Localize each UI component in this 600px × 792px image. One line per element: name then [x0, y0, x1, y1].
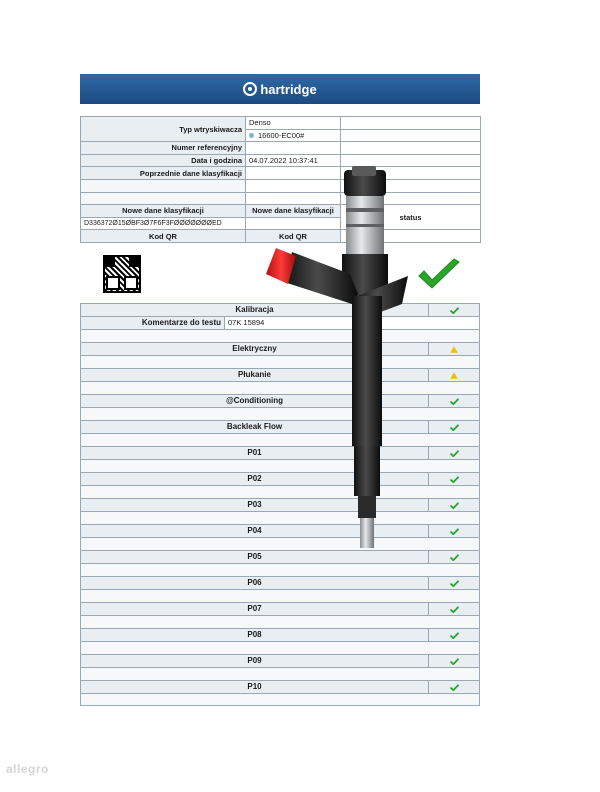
warning-icon	[450, 372, 458, 379]
spacer-row	[80, 615, 480, 628]
reference-label: Numer referencyjny	[81, 142, 246, 155]
check-icon	[450, 398, 459, 405]
spacer-row	[80, 693, 480, 706]
brand-name: hartridge	[260, 81, 317, 97]
new-class-label: Nowe dane klasyfikacji	[81, 205, 246, 218]
hartridge-banner	[80, 74, 480, 104]
test-label: P02	[81, 473, 429, 485]
check-icon	[450, 658, 459, 665]
comment-value: 07K 15894	[225, 317, 479, 329]
test-label: Backleak Flow	[81, 421, 429, 433]
test-label: P01	[81, 447, 429, 459]
test-label: P07	[81, 603, 429, 615]
test-label: P10	[81, 681, 429, 693]
class-code: D336372Ø15ØBF3Ø7F6F3FØØØØØØØED	[81, 217, 246, 230]
check-icon	[450, 606, 459, 613]
new-class-label-2: Nowe dane klasyfikacji	[246, 205, 341, 218]
calibration-label: Kalibracja	[81, 304, 429, 316]
check-icon	[450, 307, 459, 314]
reference-value: 16600-EC00#	[258, 130, 305, 140]
spacer-row	[80, 641, 480, 654]
datetime-value: 04.07.2022 10:37:41	[246, 154, 341, 167]
check-icon	[450, 528, 459, 535]
test-label: P06	[81, 577, 429, 589]
watermark: allegro	[6, 762, 49, 776]
test-row	[80, 654, 480, 667]
test-row	[80, 628, 480, 641]
reference-value-cell	[246, 129, 341, 142]
spacer-row	[80, 563, 480, 576]
spacer-row	[80, 589, 480, 602]
check-icon	[450, 554, 459, 561]
check-icon	[450, 580, 459, 587]
check-icon	[450, 450, 459, 457]
test-label: Płukanie	[81, 369, 429, 381]
check-icon	[450, 632, 459, 639]
check-icon	[450, 684, 459, 691]
test-label: P08	[81, 629, 429, 641]
status-label: status	[341, 205, 481, 230]
test-label: P05	[81, 551, 429, 563]
overall-check-icon	[416, 258, 462, 292]
test-label: P09	[81, 655, 429, 667]
dot-icon	[249, 133, 254, 138]
injector-type-value: Denso	[246, 117, 341, 130]
qr-label: Kod QR	[81, 230, 246, 243]
test-label: P03	[81, 499, 429, 511]
spacer-row	[80, 667, 480, 680]
fuel-injector-image	[262, 166, 416, 552]
check-icon	[450, 476, 459, 483]
test-row	[80, 602, 480, 615]
qr-code-icon	[103, 255, 141, 293]
test-label: @Conditioning	[81, 395, 429, 407]
check-icon	[450, 502, 459, 509]
injector-type-label: Typ wtryskiwacza	[81, 117, 246, 142]
check-icon	[450, 424, 459, 431]
test-label: P04	[81, 525, 429, 537]
test-label: Elektryczny	[81, 343, 429, 355]
hartridge-logo-icon	[243, 82, 257, 96]
qr-label-2: Kod QR	[246, 230, 341, 243]
test-row	[80, 680, 480, 693]
prev-class-label: Poprzednie dane klasyfikacji	[81, 167, 246, 180]
test-row	[80, 576, 480, 589]
comment-label: Komentarze do testu	[81, 317, 225, 329]
warning-icon	[450, 346, 458, 353]
datetime-label: Data i godzina	[81, 154, 246, 167]
